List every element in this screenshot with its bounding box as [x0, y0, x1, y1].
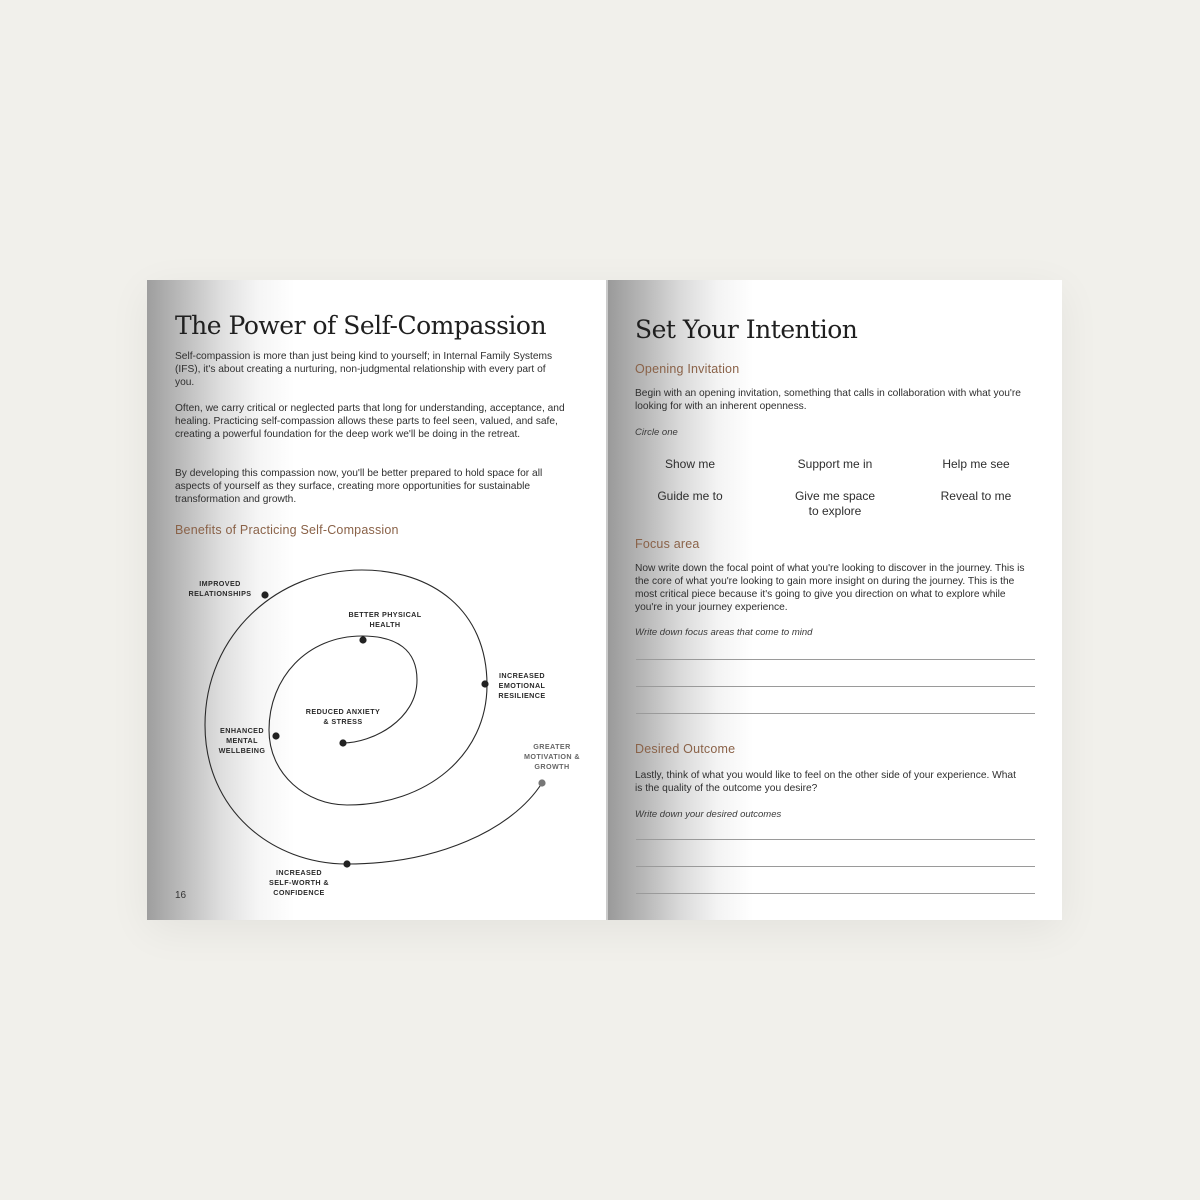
- spiral-dot-physical-health: [359, 636, 366, 643]
- label-self-worth: INCREASED SELF-WORTH & CONFIDENCE: [269, 868, 329, 897]
- benefits-heading: Benefits of Practicing Self-Compassion: [175, 523, 399, 537]
- page-number: 16: [175, 890, 187, 901]
- desired-outcome-text: Lastly, think of what you would like to feel on the other side of your experience. What is the quality of the outcome you desire?: [635, 770, 1016, 794]
- opening-invitation-text: Begin with an opening invitation, something that calls in collaboration with what you're looking for with an inherent openness.: [635, 388, 1021, 412]
- choice-support-me-in[interactable]: Support me in: [797, 457, 873, 471]
- label-emotional-resilience: INCREASED EMOTIONAL RESILIENCE: [498, 671, 546, 700]
- left-page: [147, 280, 608, 920]
- desired-outcome-note: Write down your desired outcomes: [635, 809, 782, 820]
- spiral-dot-motivation: [538, 779, 545, 786]
- spiral-dot-self-worth: [343, 860, 350, 867]
- outcome-writing-line[interactable]: [636, 893, 1035, 894]
- booklet-spread: [147, 280, 1062, 920]
- label-reduced-anxiety: REDUCED ANXIETY & STRESS: [305, 707, 381, 726]
- focus-area-text: Now write down the focal point of what you're looking to discover in the journey. This is the core of what you're looking to gain more insight on during the journey. This is the most critical piece because it's going to give you direction on what to explore while you're in your journey experience.: [635, 563, 1025, 613]
- choice-give-me-space[interactable]: Give me space to explore: [794, 489, 876, 518]
- focus-writing-line[interactable]: [636, 713, 1035, 714]
- page-title: Set Your Intention: [635, 315, 858, 344]
- choice-guide-me-to[interactable]: Guide me to: [657, 489, 723, 503]
- choice-help-me-see[interactable]: Help me see: [942, 457, 1010, 471]
- page-title: The Power of Self-Compassion: [175, 311, 547, 340]
- spiral-dot-center: [339, 739, 346, 746]
- intro-paragraph-3: By developing this compassion now, you'll be better prepared to hold space for all aspects of yourself as they surface, creating more opportunities for sustainable transformation and growth.: [175, 468, 543, 505]
- right-page: [608, 280, 1062, 920]
- intro-paragraph-2: Often, we carry critical or neglected parts that long for understanding, acceptance, and healing. Practicing self-compassion allows these parts to feel seen, valued, and safe, creating a powerful foundation for the deep work we'll be doing in the retreat.: [175, 403, 565, 440]
- choice-show-me[interactable]: Show me: [664, 457, 716, 471]
- opening-invitation-heading: Opening Invitation: [635, 362, 740, 376]
- focus-writing-line[interactable]: [636, 686, 1035, 687]
- circle-one-note: Circle one: [635, 427, 678, 438]
- outcome-writing-line[interactable]: [636, 866, 1035, 867]
- focus-area-note: Write down focus areas that come to mind: [635, 627, 813, 638]
- outcome-writing-line[interactable]: [636, 839, 1035, 840]
- focus-writing-line[interactable]: [636, 659, 1035, 660]
- intro-paragraph-1: Self-compassion is more than just being kind to yourself; in Internal Family Systems (IFS), it's about creating a nurturing, non-judgmental relationship with every part of you.: [175, 351, 553, 388]
- label-relationships: IMPROVED RELATIONSHIPS: [188, 579, 252, 598]
- label-physical-health: BETTER PHYSICAL HEALTH: [348, 610, 422, 629]
- desired-outcome-heading: Desired Outcome: [635, 742, 736, 756]
- focus-area-heading: Focus area: [635, 537, 700, 551]
- label-motivation-growth: GREATER MOTIVATION & GROWTH: [523, 742, 581, 771]
- choice-reveal-to-me[interactable]: Reveal to me: [940, 489, 1012, 503]
- label-mental-wellbeing: ENHANCED MENTAL WELLBEING: [218, 726, 266, 755]
